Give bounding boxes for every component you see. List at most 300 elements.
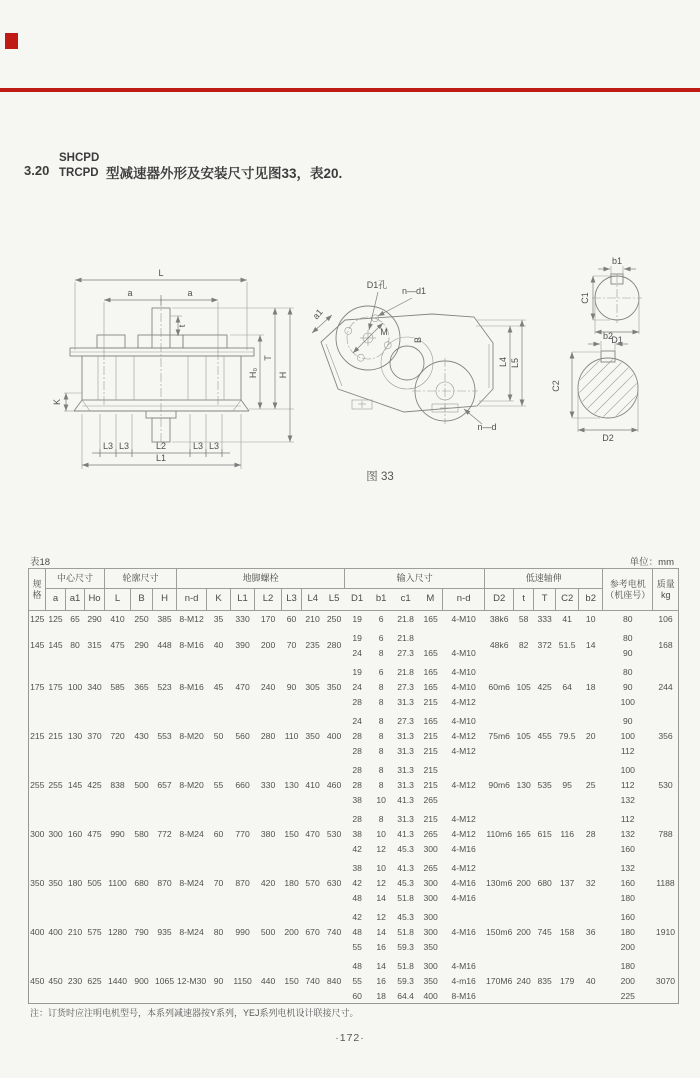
table-cell: 790: [134, 926, 149, 937]
table-cell: 14: [376, 960, 386, 971]
table-cell: 8: [378, 715, 384, 726]
table-cell: 1188: [656, 877, 675, 888]
table-cell: 180: [620, 892, 635, 903]
dim-label-H0: H₀: [248, 367, 258, 379]
table-cell: 350: [326, 681, 342, 692]
table-cell: 51.8: [397, 926, 414, 937]
shaft-section-output: [551, 322, 638, 454]
table-cell: 82: [518, 640, 529, 650]
table-cell: 8-M12: [179, 613, 204, 624]
dim-label-L3b: L3: [118, 441, 130, 451]
header-motor: 参考电机 （机座号）: [603, 569, 653, 611]
dim-label-L: L: [158, 268, 164, 278]
table-cell: 19: [352, 613, 362, 624]
dim-label-L5: L5: [510, 357, 520, 369]
table-cell: 80: [622, 613, 633, 624]
table-cell: 425: [537, 681, 552, 692]
table-cell: 470: [235, 681, 250, 692]
table-cell: 80: [622, 666, 633, 677]
table-cell: 90: [622, 647, 633, 658]
table-cell: 80: [70, 640, 80, 650]
table-cell: 51.5: [558, 640, 576, 650]
table-cell: 90m6: [488, 779, 510, 790]
table-cell: 55: [352, 941, 362, 952]
table-cell: 51.8: [397, 892, 414, 903]
table-cell: 60m6: [488, 681, 510, 692]
table-cell: 16: [376, 975, 386, 986]
table-cell: 8-M24: [179, 828, 204, 839]
table-cell: 990: [110, 828, 125, 839]
table-cell: 350: [305, 730, 320, 741]
table-cell: 4-M16: [451, 892, 476, 903]
table-cell: 4-M16: [451, 877, 476, 888]
table-cell: 210: [305, 613, 320, 624]
table-cell: 24: [352, 681, 362, 692]
table-cell: 48k6: [489, 640, 509, 650]
spec-group-145: [29, 626, 679, 660]
table-cell: 38: [352, 794, 362, 805]
subheader: L5: [324, 589, 345, 611]
table-cell: 132: [620, 794, 635, 805]
table-cell: 300: [423, 843, 438, 854]
page-title: 型减速器外形及安装尺寸见图33，表20.: [106, 166, 343, 181]
table-cell: 580: [134, 828, 149, 839]
table-cell: 1440: [107, 975, 128, 986]
table-cell: 160: [620, 877, 635, 888]
table-cell: 4-M12: [451, 813, 476, 824]
table-cell: 1100: [108, 877, 127, 888]
table-cell: 410: [305, 779, 320, 790]
spec-group-350: [29, 856, 679, 905]
model-line1: SHCPD: [59, 152, 100, 164]
table-cell: 40: [585, 975, 596, 986]
table-cell: 21.8: [397, 632, 414, 643]
table-cell: 18: [376, 990, 386, 1001]
table-cell: 75m6: [488, 730, 510, 741]
dim-label-M: M: [380, 327, 388, 337]
table-cell: 160: [620, 911, 635, 922]
dim-label-D2: D2: [602, 433, 614, 443]
front-view: [52, 268, 294, 469]
dimension-table: [28, 568, 679, 1004]
table-cell: 280: [326, 640, 342, 650]
table-cell: 112: [620, 745, 635, 756]
dim-label-L1: L1: [155, 453, 167, 463]
dim-label-L4: L4: [498, 356, 508, 368]
table-cell: 420: [260, 877, 276, 888]
table-cell: 160: [67, 828, 83, 839]
table-cell: 90: [213, 975, 224, 986]
table-cell: 470: [305, 828, 320, 839]
table-cell: 4-M10: [451, 715, 476, 726]
table-cell: 215: [423, 764, 438, 775]
table-cell: 150: [284, 828, 299, 839]
table-cell: 19: [352, 632, 362, 643]
table-cell: 840: [326, 975, 342, 986]
table-cell: 215: [423, 696, 438, 707]
table-cell: 60: [352, 990, 362, 1001]
dim-label-L3a: L3: [102, 441, 114, 451]
table-cell: 59.3: [397, 975, 414, 986]
header-group: 中心尺寸: [46, 569, 105, 589]
spec-group-175: [29, 660, 679, 709]
table-cell: 1280: [107, 926, 128, 937]
table-cell: 305: [305, 681, 320, 692]
table-cell: 200: [260, 640, 276, 650]
table-cell: 130m6: [486, 877, 513, 888]
table-cell: 448: [157, 640, 172, 650]
label-B: B: [413, 336, 423, 344]
table-cell: 745: [537, 926, 552, 937]
table-cell: 4-M10: [451, 681, 476, 692]
table-row: [29, 626, 679, 645]
table-cell: 1150: [233, 975, 252, 986]
table-cell: 165: [423, 666, 438, 677]
table-cell: 290: [134, 640, 149, 650]
table-label: 表18: [30, 557, 51, 568]
table-cell: 165: [423, 647, 438, 658]
table-cell: 100: [67, 681, 83, 692]
label-n-d: n—d: [477, 422, 497, 432]
footnote: 注：订货时应注明电机型号，本系列减速器按Y系列，YEJ系列电机设计联接尺寸。: [30, 1008, 359, 1018]
table-cell: 20: [585, 730, 596, 741]
table-cell: 300: [423, 960, 438, 971]
table-cell: 4-M12: [451, 779, 476, 790]
table-cell: [443, 905, 485, 924]
table-cell: 250: [134, 613, 149, 624]
table-cell: 27.3: [397, 647, 414, 658]
table-cell: 870: [235, 877, 250, 888]
table-cell: 210: [67, 926, 83, 937]
table-cell: 265: [423, 828, 438, 839]
table-cell: 65: [70, 613, 80, 624]
header-group: 轮廓尺寸: [105, 569, 177, 589]
table-cell: 150m6: [486, 926, 513, 937]
table-cell: 400: [423, 990, 438, 1001]
table-cell: 200: [516, 926, 531, 937]
table-cell: 32: [585, 877, 596, 888]
table-cell: 90: [286, 681, 297, 692]
table-cell: 505: [87, 877, 102, 888]
table-cell: 8: [378, 681, 384, 692]
table-cell: 42: [352, 843, 362, 854]
table-cell: [443, 758, 485, 777]
table-cell: 500: [134, 779, 149, 790]
table-cell: 870: [157, 877, 172, 888]
subheader: b2: [579, 589, 603, 611]
table-cell: 80: [213, 926, 224, 937]
table-cell: [443, 939, 485, 954]
table-cell: 145: [48, 640, 63, 650]
table-cell: 350: [48, 877, 63, 888]
table-cell: 8-M20: [179, 730, 204, 741]
table-cell: 200: [620, 975, 635, 986]
table-cell: 535: [537, 779, 552, 790]
dim-label-C2: C2: [551, 380, 561, 392]
table-cell: 265: [423, 794, 438, 805]
table-cell: 40: [213, 640, 224, 650]
table-row: [29, 611, 679, 627]
table-cell: 350: [423, 941, 438, 952]
subheader: b1: [370, 589, 393, 611]
table-cell: 575: [87, 926, 102, 937]
table-cell: 180: [67, 877, 83, 888]
table-cell: 475: [87, 828, 102, 839]
table-cell: 1065: [154, 975, 175, 986]
table-cell: 200: [620, 941, 635, 952]
table-cell: 4-m16: [451, 975, 476, 986]
table-cell: 280: [260, 730, 276, 741]
table-cell: 45.3: [397, 843, 414, 854]
table-cell: 350: [423, 975, 438, 986]
table-cell: 300: [423, 892, 438, 903]
subheader: Ho: [85, 589, 105, 611]
table-cell: 215: [30, 730, 45, 741]
table-cell: 553: [157, 730, 172, 741]
table-cell: 160: [620, 843, 635, 854]
side-view: [311, 279, 526, 483]
table-cell: 225: [620, 990, 635, 1001]
table-cell: 41.3: [397, 794, 414, 805]
header-mass: 质量 kg: [653, 569, 679, 611]
table-cell: 300: [48, 828, 63, 839]
table-cell: 60: [286, 613, 297, 624]
table-cell: 125: [30, 613, 45, 624]
table-cell: 31.3: [397, 745, 414, 756]
table-cell: 31.3: [397, 779, 414, 790]
table-cell: 365: [134, 681, 149, 692]
table-cell: 80: [622, 632, 633, 643]
subheader: D2: [485, 589, 514, 611]
table-cell: 31.3: [397, 813, 414, 824]
table-cell: 835: [537, 975, 552, 986]
table-cell: 8-M16: [451, 990, 476, 1001]
label-D1-hole: D1孔: [366, 280, 388, 290]
table-cell: 4-M16: [451, 960, 476, 971]
table-cell: 38: [352, 862, 362, 873]
table-cell: 4-M10: [451, 666, 476, 677]
table-cell: 990: [235, 926, 250, 937]
table-cell: 4-M12: [451, 862, 476, 873]
table-cell: 215: [423, 730, 438, 741]
table-cell: 340: [87, 681, 102, 692]
table-cell: 50: [213, 730, 224, 741]
spec-group-450: [29, 954, 679, 1004]
table-cell: 400: [30, 926, 45, 937]
table-cell: 372: [537, 640, 552, 650]
table-cell: 105: [516, 730, 531, 741]
table-cell: 16: [376, 941, 386, 952]
table-cell: 570: [305, 877, 320, 888]
table-cell: 523: [157, 681, 172, 692]
header-group: 输入尺寸: [345, 569, 485, 589]
table-cell: 58: [518, 613, 529, 624]
spec-group-300: [29, 807, 679, 856]
table-cell: 530: [326, 828, 342, 839]
table-cell: 132: [620, 828, 635, 839]
table-row: [29, 758, 679, 777]
table-cell: 12: [376, 911, 386, 922]
table-cell: 838: [110, 779, 125, 790]
table-cell: 300: [423, 877, 438, 888]
table-cell: 21.8: [397, 666, 414, 677]
subheader: L3: [282, 589, 302, 611]
table-cell: 8-M24: [179, 877, 204, 888]
table-row: [29, 660, 679, 679]
table-cell: 450: [48, 975, 63, 986]
table-cell: 200: [516, 877, 531, 888]
table-cell: 215: [48, 730, 63, 741]
table-cell: 21.8: [397, 613, 414, 624]
table-cell: 100: [620, 764, 635, 775]
table-cell: 8-M16: [179, 640, 204, 650]
table-cell: 132: [620, 862, 635, 873]
dim-label-b2: b2: [602, 331, 614, 341]
subheader: t: [514, 589, 534, 611]
dim-label-t: t: [177, 324, 187, 328]
table-cell: 440: [260, 975, 276, 986]
table-cell: 180: [620, 960, 635, 971]
table-cell: 28: [352, 764, 362, 775]
table-cell: 300: [423, 911, 438, 922]
table-cell: 455: [537, 730, 552, 741]
subheader: L: [105, 589, 131, 611]
dim-label-a-right: a: [187, 288, 193, 298]
table-cell: 130: [284, 779, 299, 790]
table-cell: 106: [658, 613, 673, 624]
table-cell: [443, 792, 485, 807]
subheader: M: [419, 589, 443, 611]
table-cell: 475: [110, 640, 125, 650]
table-cell: 255: [30, 779, 45, 790]
table-cell: 660: [235, 779, 250, 790]
table-cell: 79.5: [558, 730, 576, 741]
table-cell: 244: [658, 681, 673, 692]
table-cell: 657: [157, 779, 172, 790]
page-number: ·172·: [335, 1032, 365, 1044]
subheader: n-d: [443, 589, 485, 611]
table-cell: 35: [213, 613, 224, 624]
table-cell: 130: [516, 779, 531, 790]
table-cell: 112: [620, 779, 635, 790]
table-cell: 215: [423, 813, 438, 824]
table-cell: 250: [326, 613, 342, 624]
table-cell: 165: [423, 715, 438, 726]
subheader: n-d: [177, 589, 207, 611]
table-cell: 168: [658, 640, 673, 650]
table-cell: 8: [378, 647, 384, 658]
table-cell: 64.4: [397, 990, 414, 1001]
table-cell: 450: [30, 975, 45, 986]
dim-label-L3d: L3: [208, 441, 220, 451]
table-cell: 788: [658, 828, 673, 839]
table-cell: 100: [620, 730, 635, 741]
table-cell: 390: [235, 640, 250, 650]
table-cell: 105: [516, 681, 531, 692]
table-cell: 158: [560, 926, 575, 937]
dim-label-a1: a1: [310, 307, 325, 322]
table-cell: 41.3: [397, 862, 414, 873]
subheader: L2: [255, 589, 282, 611]
table-cell: 165: [516, 828, 531, 839]
table-cell: 90: [622, 715, 633, 726]
table-cell: 179: [560, 975, 575, 986]
table-cell: 150: [284, 975, 299, 986]
dim-label-L2: L2: [155, 441, 167, 451]
table-cell: 200: [284, 926, 299, 937]
table-cell: 175: [48, 681, 63, 692]
table-cell: 615: [537, 828, 552, 839]
table-cell: 680: [537, 877, 552, 888]
table-cell: 400: [326, 730, 342, 741]
table-cell: 170M6: [486, 975, 513, 986]
table-cell: 330: [235, 613, 250, 624]
table-cell: 10: [585, 613, 596, 624]
table-cell: 670: [305, 926, 320, 937]
header-spec: 规格: [29, 569, 46, 611]
table-cell: 740: [326, 926, 342, 937]
table-cell: 772: [157, 828, 172, 839]
table-cell: 12-M30: [176, 975, 207, 986]
label-n-d1: n—d1: [401, 286, 427, 296]
table-cell: 48: [352, 960, 362, 971]
table-cell: 530: [658, 779, 673, 790]
table-row: [29, 954, 679, 973]
table-cell: 41.3: [397, 828, 414, 839]
table-cell: 430: [134, 730, 149, 741]
table-cell: 90: [622, 681, 633, 692]
table-cell: 12: [376, 843, 386, 854]
table-cell: 1910: [655, 926, 676, 937]
red-corner-mark: [5, 33, 18, 49]
subheader: B: [131, 589, 153, 611]
table-cell: 6: [378, 613, 384, 624]
table-cell: 315: [87, 640, 102, 650]
table-cell: 900: [134, 975, 149, 986]
table-cell: 10: [376, 794, 386, 805]
table-cell: 165: [423, 681, 438, 692]
table-cell: 112: [620, 813, 635, 824]
table-cell: 38: [352, 828, 362, 839]
table-cell: 8: [378, 813, 384, 824]
table-cell: 45: [213, 681, 224, 692]
subheader: a: [46, 589, 66, 611]
dim-label-a-left: a: [127, 288, 133, 298]
table-cell: 36: [585, 926, 596, 937]
table-cell: 230: [67, 975, 83, 986]
section-number: 3.20: [24, 163, 50, 178]
dim-label-T: T: [263, 355, 273, 361]
table-row: [29, 856, 679, 875]
table-cell: 8: [378, 764, 384, 775]
table-cell: 300: [423, 926, 438, 937]
table-cell: 10: [376, 828, 386, 839]
table-cell: 18: [585, 681, 596, 692]
table-cell: 8-M24: [179, 926, 204, 937]
subheader: c1: [393, 589, 419, 611]
table-cell: 425: [87, 779, 102, 790]
table-cell: 24: [352, 647, 362, 658]
table-cell: 720: [110, 730, 125, 741]
header-group: 地脚螺栓: [177, 569, 345, 589]
table-cell: 59.3: [397, 941, 414, 952]
table-cell: 935: [157, 926, 172, 937]
dim-label-H: H: [278, 371, 288, 379]
table-cell: [443, 626, 485, 645]
dim-label-D1: D1: [611, 335, 623, 345]
table-cell: 28: [585, 828, 596, 839]
spec-group-215: [29, 709, 679, 758]
